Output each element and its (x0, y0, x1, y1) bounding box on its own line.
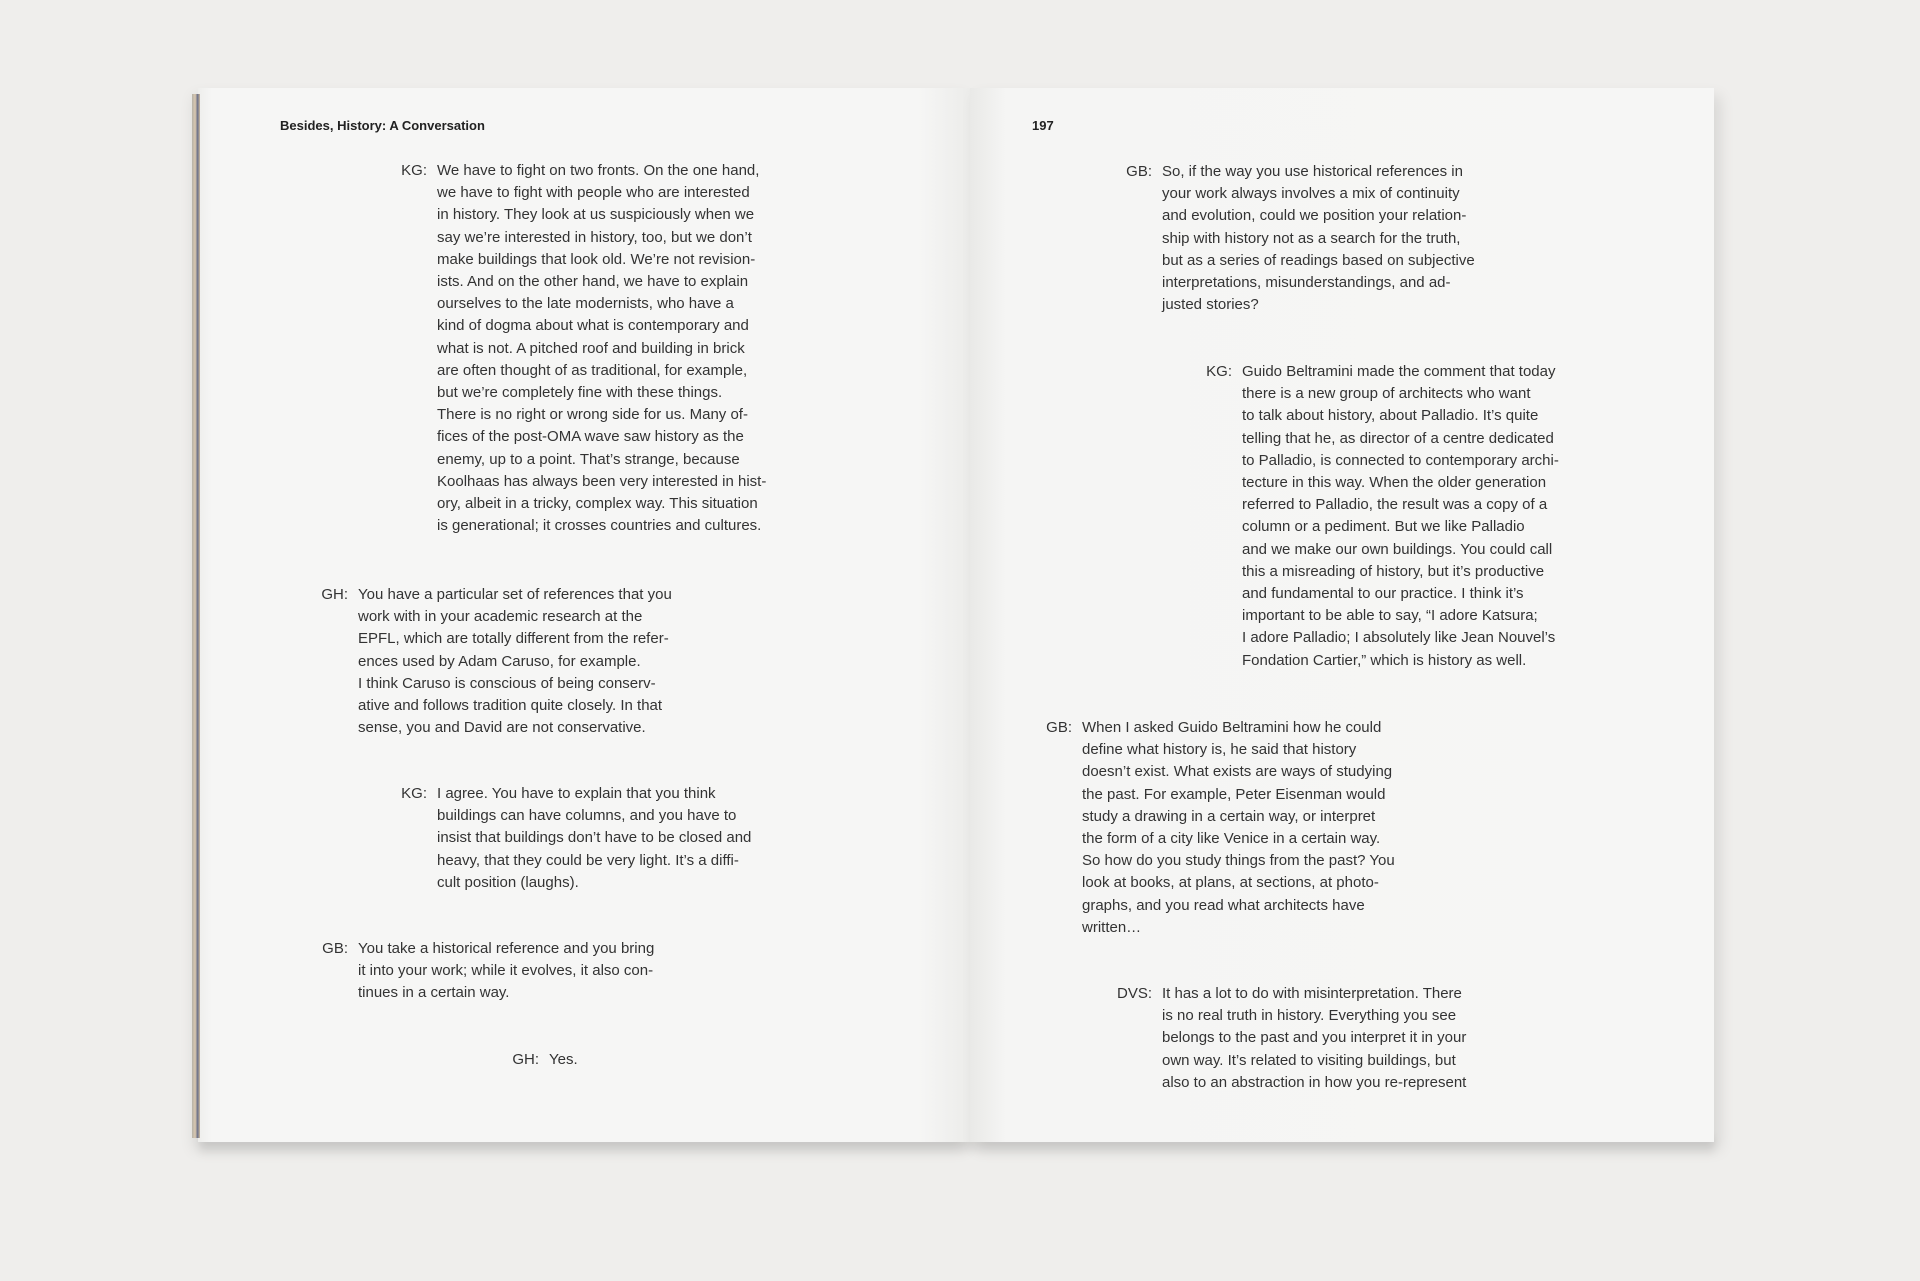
dialogue-text: When I asked Guido Beltramini how he could define what history is, he said that history doesn’t exist. What exists are ways of studying the past. For example, Peter Eisenman would study a drawing in a certain way, or interpret the form of a city like Venice in a certain way. So how do you study things from the past? You look at books, at plans, at sections, at photo- graphs, and you read what architects have written… (1082, 719, 1395, 936)
dialogue-block (1200, 361, 1559, 672)
dialogue-text: So, if the way you use historical references in your work always involves a mix of continuity and evolution, could we position your relation- ship with history not as a search for the truth, but as a series of readings based on subjective interpretations, misunderstandings, and ad- justed stories? (1162, 163, 1475, 314)
dialogue-block (1116, 983, 1467, 1094)
dialogue-text: You take a historical reference and you bring it into your work; while it evolves, it also con- tinues in a certain way. (358, 940, 655, 1002)
speaker-label: GB: (1046, 719, 1072, 736)
dialogue-block (1120, 161, 1475, 316)
dialogue-text: I agree. You have to explain that you think buildings can have columns, and you have to insist that buildings don’t have to be closed and heavy, that they could be very light. It’s a diffi- cult position (laughs). (437, 785, 752, 891)
speaker-label: GH: (321, 586, 348, 603)
dialogue-block (316, 584, 672, 739)
speaker-label: DVS: (1116, 985, 1152, 1002)
speaker-label: KG: (401, 162, 427, 179)
speaker-label: KG: (1206, 363, 1232, 380)
dialogue-text: Guido Beltramini made the comment that today there is a new group of architects who want to talk about history, about Palladio. It’s quite telling that he, as director of a centre dedicated to Palladio, is connected to contemporary archi- tecture in this way. When the older generation referred to Palladio, the result was a copy of a column or a pediment. But we like Palladio and we make our own buildings. You could call this a misreading of history, but it’s productive and fundamental to our practice. I think it’s important to be able to say, “I adore Katsura; I adore Palladio; I absolutely like Jean Nouvel’s Fondation Cartier,” which is history as well. (1242, 363, 1559, 669)
running-head: Besides, History: A Conversation (280, 118, 485, 133)
dialogue-text: You have a particular set of references that you work with in your academic research at the EPFL, which are totally different from the refer- ences used by Adam Caruso, for example. I think Caruso is conscious of being conserv- ative and follows tradition quite closely. In that sense, you and David are not conservative. (358, 586, 672, 737)
page-edge (192, 94, 200, 1138)
dialogue-block (507, 1049, 578, 1071)
dialogue-text: Yes. (549, 1051, 578, 1068)
page-number: 197 (1032, 118, 1054, 133)
speaker-label: GH: (512, 1051, 539, 1068)
speaker-label: KG: (401, 785, 427, 802)
speaker-label: GB: (322, 940, 348, 957)
dialogue-text: It has a lot to do with misinterpretation. There is no real truth in history. Everything you see belongs to the past and you interpret it in your own way. It’s related to visiting buildings, but also to an abstraction in how you re-represent (1162, 985, 1467, 1091)
dialogue-block (395, 783, 751, 894)
dialogue-block (395, 160, 766, 537)
dialogue-block (1040, 717, 1395, 939)
dialogue-text: We have to fight on two fronts. On the one hand, we have to fight with people who are interested in history. They look at us suspiciously when we say we’re interested in history, too, but we don’t make buildings that look old. We’re not revision- ists. And on the other hand, we have to explain ourselves to the late modernists, who have a kind of dogma about what is contemporary and what is not. A pitched roof and building in brick are often thought of as traditional, for example, but we’re completely fine with these things. There is no right or wrong side for us. Many of- fices of the post-OMA wave saw history as the enemy, up to a point. That’s strange, because Koolhaas has always been very interested in hist- ory, albeit in a tricky, complex way. This situation is generational; it crosses countries and cultures. (437, 162, 767, 535)
speaker-label: GB: (1126, 163, 1152, 180)
left-page (198, 88, 970, 1142)
book-spread (198, 88, 1714, 1142)
dialogue-block (316, 938, 654, 1005)
right-page (970, 88, 1714, 1142)
